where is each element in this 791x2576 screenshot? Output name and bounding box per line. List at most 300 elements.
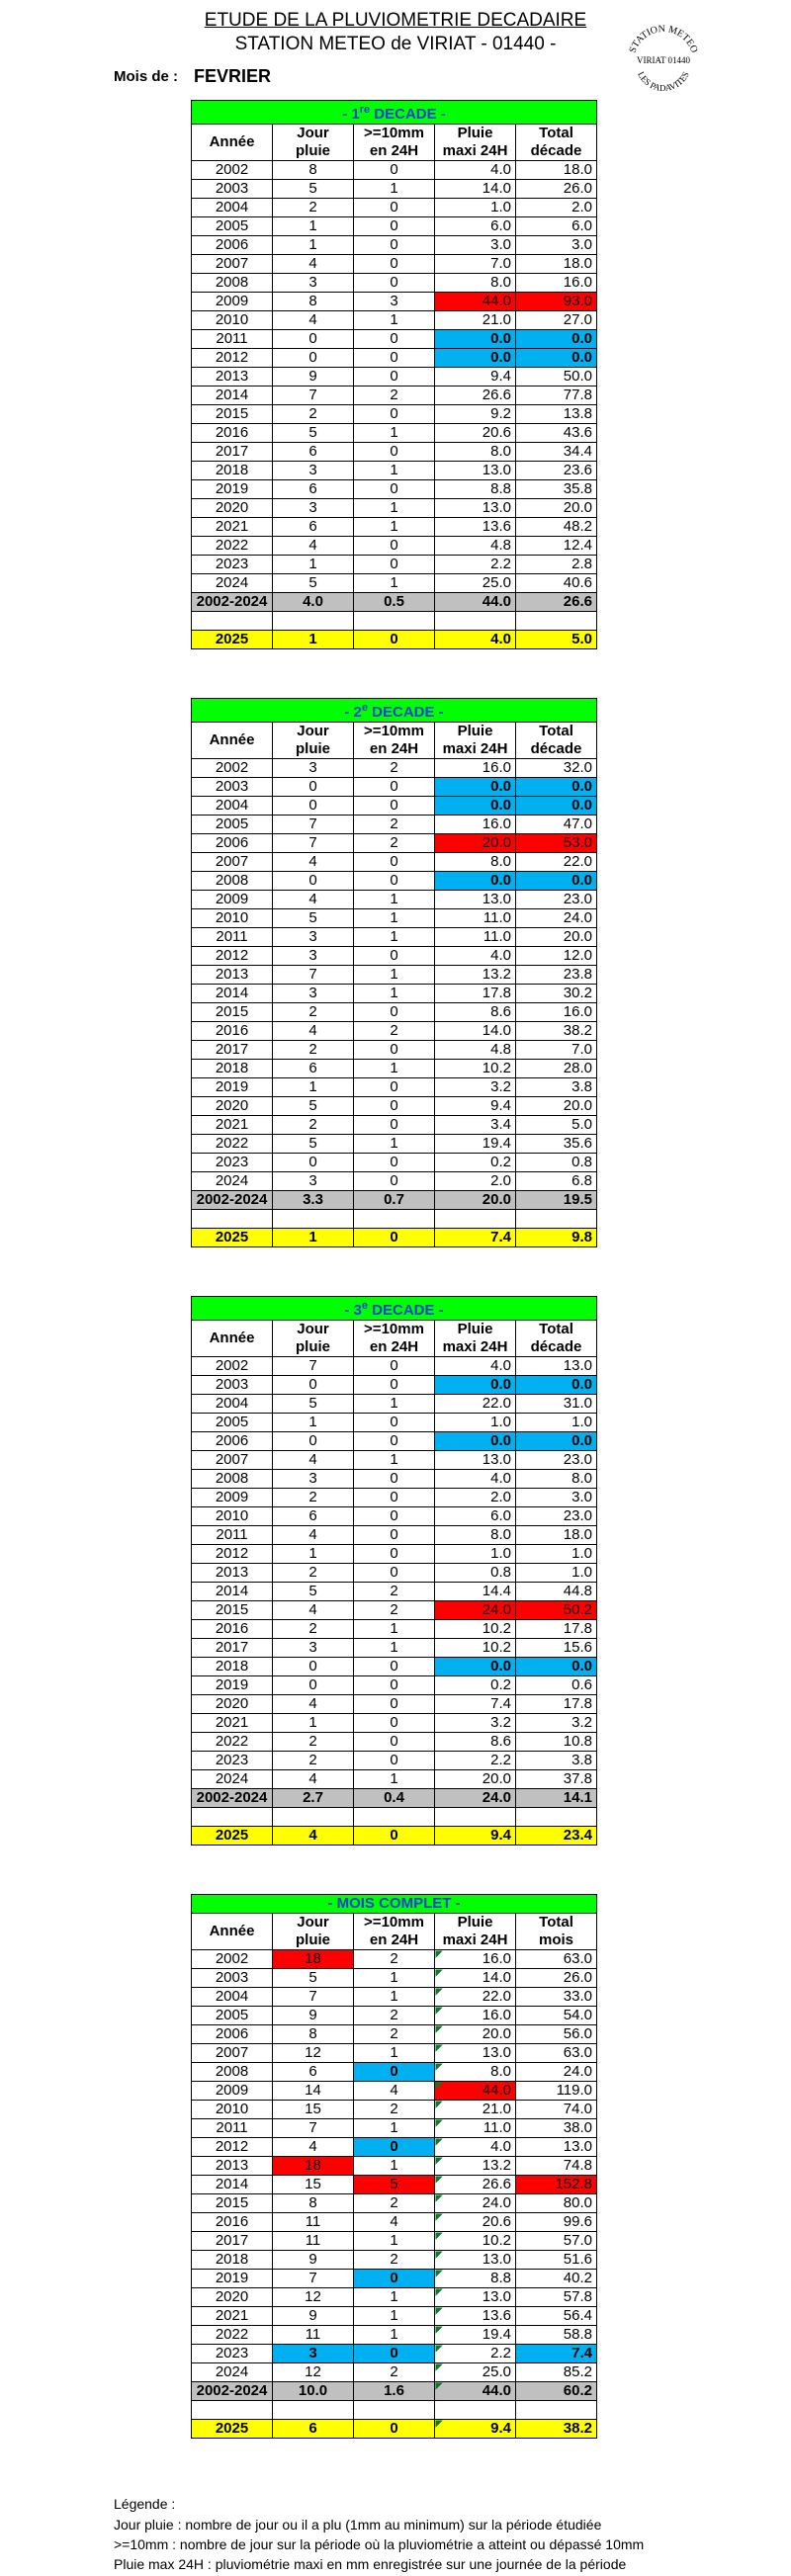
jour-cell: 2 [273,1564,354,1583]
total-cell: 13.0 [516,2138,597,2157]
ten-cell: 2 [354,816,435,834]
col-10mm-line1: >=10mm [364,1321,424,1337]
total-cell: 8.0 [516,1470,597,1489]
col-total-line1: Total [539,723,573,739]
table-row [192,1078,597,1097]
pluie-cell: 0.8 [435,1564,516,1583]
pluie-cell: 1.0 [435,1545,516,1564]
pluie-cell: 0.0 [435,1432,516,1451]
col-pluie-max-line1: Pluie [457,125,493,141]
year-cell: 2023 [192,1752,273,1770]
col-total-line2: mois [538,1932,573,1948]
col-jour-pluie [273,1914,354,1950]
jour-cell: 15 [273,2101,354,2119]
jour-cell: 2 [273,1733,354,1752]
legend-line-pluie: Pluie max 24H : pluviométrie maxi en mm enregistrée sur une journée de la période [114,2556,627,2572]
average-cell: 2002-2024 [192,593,273,612]
jour-cell: 0 [273,797,354,816]
ten-cell: 1 [354,1060,435,1078]
year-cell: 2004 [192,797,273,816]
total-cell: 48.2 [516,518,597,537]
table-row [192,2288,597,2307]
ten-cell: 1 [354,311,435,330]
ten-cell: 0 [354,1489,435,1507]
table-row [192,1714,597,1733]
ten-cell: 1 [354,985,435,1003]
jour-cell: 8 [273,161,354,180]
col-total [516,1321,597,1357]
col-total-line2: décade [530,1338,582,1355]
jour-cell: 0 [273,330,354,349]
col-10mm-line2: en 24H [369,142,419,159]
table-row [192,2101,597,2119]
jour-cell: 4 [273,1770,354,1789]
total-cell: 35.8 [516,480,597,499]
current-year-row [192,1827,597,1846]
pluie-cell: 0.0 [435,330,516,349]
current-cell: 5.0 [516,631,597,649]
ten-cell: 1 [354,1969,435,1988]
year-cell: 2007 [192,1451,273,1470]
total-cell: 0.0 [516,1658,597,1676]
average-cell: 2.7 [273,1789,354,1808]
ten-cell: 1 [354,2044,435,2063]
jour-cell: 4 [273,891,354,909]
total-cell: 5.0 [516,1116,597,1135]
ten-cell: 1 [354,2326,435,2345]
spacer-cell [354,1210,435,1229]
total-cell: 54.0 [516,2007,597,2025]
year-cell: 2008 [192,872,273,891]
jour-cell: 0 [273,1658,354,1676]
year-cell: 2023 [192,556,273,574]
table-row [192,2157,597,2176]
col-pluie-max [435,1914,516,1950]
pluie-cell: 24.0 [435,2194,516,2213]
ten-cell: 0 [354,1376,435,1395]
pluie-cell: 3.4 [435,1116,516,1135]
jour-cell: 2 [273,1116,354,1135]
pluie-cell: 3.2 [435,1078,516,1097]
average-row [192,1191,597,1210]
ten-cell: 0 [354,405,435,424]
table-row [192,274,597,293]
table-row [192,217,597,236]
ten-cell: 2 [354,2251,435,2270]
year-cell: 2007 [192,255,273,274]
table-row [192,2063,597,2082]
total-cell: 23.8 [516,966,597,985]
pluie-cell: 44.0 [435,2082,516,2101]
year-cell: 2005 [192,217,273,236]
jour-cell: 2 [273,199,354,217]
col-jour-pluie [273,723,354,759]
average-cell: 19.5 [516,1191,597,1210]
jour-cell: 3 [273,274,354,293]
pluie-cell: 11.0 [435,928,516,947]
pluie-cell: 26.6 [435,2176,516,2194]
jour-cell: 2 [273,1620,354,1639]
total-cell: 44.8 [516,1583,597,1601]
pluie-cell: 14.0 [435,1969,516,1988]
spacer-cell [354,2401,435,2420]
jour-cell: 0 [273,1432,354,1451]
year-cell: 2006 [192,2025,273,2044]
current-cell: 7.4 [435,1229,516,1247]
section-title-sup: e [361,1300,368,1312]
ten-cell: 1 [354,909,435,928]
pluie-cell: 8.6 [435,1003,516,1022]
jour-cell: 9 [273,2251,354,2270]
section-title-sup: e [361,702,368,714]
pluie-cell: 20.6 [435,2213,516,2232]
pluie-cell: 16.0 [435,2007,516,2025]
jour-cell: 7 [273,386,354,405]
ten-cell: 0 [354,199,435,217]
table-row [192,2326,597,2345]
table-row [192,2307,597,2326]
total-cell: 80.0 [516,2194,597,2213]
jour-cell: 5 [273,180,354,199]
jour-cell: 5 [273,1135,354,1154]
year-cell: 2024 [192,2363,273,2382]
table-row [192,891,597,909]
total-cell: 3.8 [516,1752,597,1770]
table-row [192,480,597,499]
total-cell: 24.0 [516,909,597,928]
total-cell: 51.6 [516,2251,597,2270]
table-row [192,1583,597,1601]
spacer-cell [192,2401,273,2420]
total-cell: 23.6 [516,462,597,480]
ten-cell: 1 [354,1770,435,1789]
total-cell: 37.8 [516,1770,597,1789]
total-cell: 26.0 [516,1969,597,1988]
average-cell: 60.2 [516,2382,597,2401]
table-row [192,1489,597,1507]
total-cell: 6.8 [516,1172,597,1191]
jour-cell: 15 [273,2176,354,2194]
year-cell: 2017 [192,1639,273,1658]
jour-cell: 4 [273,1451,354,1470]
ten-cell: 1 [354,2307,435,2326]
current-cell: 6 [273,2420,354,2439]
col-pluie-max-line1: Pluie [457,1914,493,1931]
ten-cell: 0 [354,274,435,293]
pluie-cell: 13.0 [435,2288,516,2307]
current-year-row [192,2420,597,2439]
year-cell: 2002 [192,1357,273,1376]
current-cell: 9.4 [435,1827,516,1846]
jour-cell: 3 [273,462,354,480]
ten-cell: 0 [354,1733,435,1752]
year-cell: 2017 [192,443,273,462]
spacer-cell [273,2401,354,2420]
jour-cell: 5 [273,1969,354,1988]
current-year-row [192,1229,597,1247]
col-10mm-line1: >=10mm [364,125,424,141]
pluie-cell: 20.0 [435,2025,516,2044]
ten-cell: 4 [354,2082,435,2101]
pluie-cell: 0.0 [435,1658,516,1676]
total-cell: 15.6 [516,1639,597,1658]
table-row [192,1172,597,1191]
table-row [192,797,597,816]
current-cell: 1 [273,631,354,649]
pluie-cell: 22.0 [435,1395,516,1414]
total-cell: 3.0 [516,1489,597,1507]
col-pluie-max-line2: maxi 24H [442,1338,508,1355]
pluie-cell: 13.0 [435,2044,516,2063]
year-cell: 2021 [192,1116,273,1135]
pluie-cell: 21.0 [435,2101,516,2119]
jour-cell: 2 [273,1489,354,1507]
ten-cell: 2 [354,1950,435,1969]
table-row [192,1695,597,1714]
table-row [192,1658,597,1676]
year-cell: 2018 [192,1658,273,1676]
total-cell: 33.0 [516,1988,597,2007]
ten-cell: 0 [354,2345,435,2363]
total-cell: 22.0 [516,853,597,872]
year-cell: 2004 [192,1988,273,2007]
year-cell: 2015 [192,1601,273,1620]
total-cell: 93.0 [516,293,597,311]
average-cell: 20.0 [435,1191,516,1210]
pluie-cell: 0.2 [435,1676,516,1695]
table-row [192,180,597,199]
ten-cell: 2 [354,1022,435,1041]
jour-cell: 12 [273,2288,354,2307]
total-cell: 58.8 [516,2326,597,2345]
decade-table-3 [191,1296,597,1846]
ten-cell: 0 [354,443,435,462]
pluie-cell: 9.4 [435,1097,516,1116]
spacer-cell [192,1210,273,1229]
average-cell: 1.6 [354,2382,435,2401]
current-cell: 2025 [192,2420,273,2439]
jour-cell: 11 [273,2232,354,2251]
ten-cell: 1 [354,1988,435,2007]
year-cell: 2010 [192,2101,273,2119]
pluie-cell: 20.6 [435,424,516,443]
col-pluie-max [435,723,516,759]
jour-cell: 7 [273,1988,354,2007]
current-cell: 2025 [192,1827,273,1846]
year-cell: 2011 [192,928,273,947]
jour-cell: 14 [273,2082,354,2101]
pluie-cell: 14.0 [435,180,516,199]
ten-cell: 1 [354,928,435,947]
pluie-cell: 24.0 [435,1601,516,1620]
ten-cell: 0 [354,349,435,368]
spacer-cell [435,612,516,631]
year-cell: 2016 [192,1022,273,1041]
pluie-cell: 0.0 [435,349,516,368]
jour-cell: 9 [273,2307,354,2326]
year-cell: 2007 [192,853,273,872]
jour-cell: 2 [273,405,354,424]
section-title [192,1297,597,1321]
total-cell: 18.0 [516,255,597,274]
total-cell: 152.8 [516,2176,597,2194]
total-cell: 16.0 [516,274,597,293]
pluie-cell: 2.2 [435,2345,516,2363]
total-cell: 17.8 [516,1620,597,1639]
pluie-cell: 14.0 [435,1022,516,1041]
jour-cell: 5 [273,1097,354,1116]
legend-line-10mm: >=10mm : nombre de jour sur la période où la pluviométrie a atteint ou dépassé 10mm [114,2536,645,2552]
jour-cell: 6 [273,480,354,499]
year-cell: 2014 [192,386,273,405]
table-row [192,2345,597,2363]
pluie-cell: 10.2 [435,2232,516,2251]
year-cell: 2002 [192,161,273,180]
table-row [192,537,597,556]
jour-cell: 3 [273,759,354,778]
pluie-cell: 16.0 [435,816,516,834]
ten-cell: 1 [354,2232,435,2251]
page-subtitle: STATION METEO de VIRIAT - 01440 - [234,34,557,54]
jour-cell: 6 [273,1507,354,1526]
jour-cell: 0 [273,872,354,891]
jour-cell: 5 [273,1583,354,1601]
section-title-text: - 1 [342,106,360,123]
average-cell: 4.0 [273,593,354,612]
svg-text:VIRIAT 01440: VIRIAT 01440 [636,55,691,65]
total-cell: 50.0 [516,368,597,386]
year-cell: 2024 [192,1172,273,1191]
section-header [192,1895,597,1914]
table-row [192,311,597,330]
ten-cell: 0 [354,1078,435,1097]
col-total-line1: Total [539,1914,573,1931]
legend-line-jour: Jour pluie : nombre de jour ou il a plu (1mm au minimum) sur la période étudiée [114,2517,602,2533]
jour-cell: 7 [273,834,354,853]
table-row [192,1376,597,1395]
ten-cell: 0 [354,1097,435,1116]
table-row [192,518,597,537]
pluie-cell: 1.0 [435,199,516,217]
spacer-cell [516,1808,597,1827]
table-row [192,1451,597,1470]
col-total [516,723,597,759]
table-row [192,853,597,872]
average-cell: 0.5 [354,593,435,612]
year-cell: 2008 [192,274,273,293]
table-row [192,349,597,368]
ten-cell: 0 [354,853,435,872]
total-cell: 53.0 [516,834,597,853]
col-pluie-max-line1: Pluie [457,1321,493,1337]
year-cell: 2020 [192,499,273,518]
pluie-cell: 19.4 [435,1135,516,1154]
jour-cell: 0 [273,778,354,797]
table-row [192,1620,597,1639]
ten-cell: 0 [354,2270,435,2288]
total-cell: 50.2 [516,1601,597,1620]
table-row [192,1470,597,1489]
total-cell: 0.0 [516,872,597,891]
col-pluie-max [435,1321,516,1357]
table-row [192,759,597,778]
table-row [192,2194,597,2213]
year-cell: 2021 [192,1714,273,1733]
year-cell: 2011 [192,1526,273,1545]
year-cell: 2011 [192,330,273,349]
year-cell: 2015 [192,2194,273,2213]
total-cell: 3.8 [516,1078,597,1097]
total-cell: 119.0 [516,2082,597,2101]
jour-cell: 8 [273,2025,354,2044]
table-row [192,368,597,386]
current-cell: 9.8 [516,1229,597,1247]
total-cell: 2.8 [516,556,597,574]
pluie-cell: 13.0 [435,2251,516,2270]
col-annee: Année [192,1321,273,1357]
col-10mm-line2: en 24H [369,1932,419,1948]
year-cell: 2015 [192,405,273,424]
table-row [192,985,597,1003]
ten-cell: 0 [354,1414,435,1432]
year-cell: 2022 [192,1135,273,1154]
table-row [192,1676,597,1695]
jour-cell: 3 [273,1172,354,1191]
pluie-cell: 20.0 [435,1770,516,1789]
year-cell: 2003 [192,1376,273,1395]
total-cell: 74.0 [516,2101,597,2119]
total-cell: 24.0 [516,2063,597,2082]
jour-cell: 4 [273,537,354,556]
total-cell: 40.6 [516,574,597,593]
pluie-cell: 6.0 [435,217,516,236]
pluie-cell: 13.6 [435,518,516,537]
year-cell: 2020 [192,2288,273,2307]
year-cell: 2005 [192,2007,273,2025]
ten-cell: 0 [354,1545,435,1564]
total-cell: 1.0 [516,1545,597,1564]
average-cell: 44.0 [435,593,516,612]
year-cell: 2010 [192,311,273,330]
jour-cell: 0 [273,1676,354,1695]
pluie-cell: 0.0 [435,797,516,816]
year-cell: 2023 [192,1154,273,1172]
year-cell: 2013 [192,966,273,985]
jour-cell: 3 [273,499,354,518]
pluie-cell: 7.4 [435,1695,516,1714]
jour-cell: 4 [273,853,354,872]
total-cell: 0.0 [516,330,597,349]
ten-cell: 1 [354,1395,435,1414]
section-title-text: - 2 [344,704,362,721]
jour-cell: 1 [273,1414,354,1432]
year-cell: 2009 [192,2082,273,2101]
pluie-cell: 13.0 [435,499,516,518]
table-row [192,966,597,985]
total-cell: 20.0 [516,928,597,947]
table-row [192,161,597,180]
total-cell: 57.0 [516,2232,597,2251]
ten-cell: 0 [354,556,435,574]
jour-cell: 18 [273,2157,354,2176]
average-cell: 44.0 [435,2382,516,2401]
pluie-cell: 8.0 [435,2063,516,2082]
total-cell: 38.2 [516,1022,597,1041]
total-cell: 40.2 [516,2270,597,2288]
current-cell: 0 [354,1229,435,1247]
table-row [192,816,597,834]
pluie-cell: 4.0 [435,947,516,966]
